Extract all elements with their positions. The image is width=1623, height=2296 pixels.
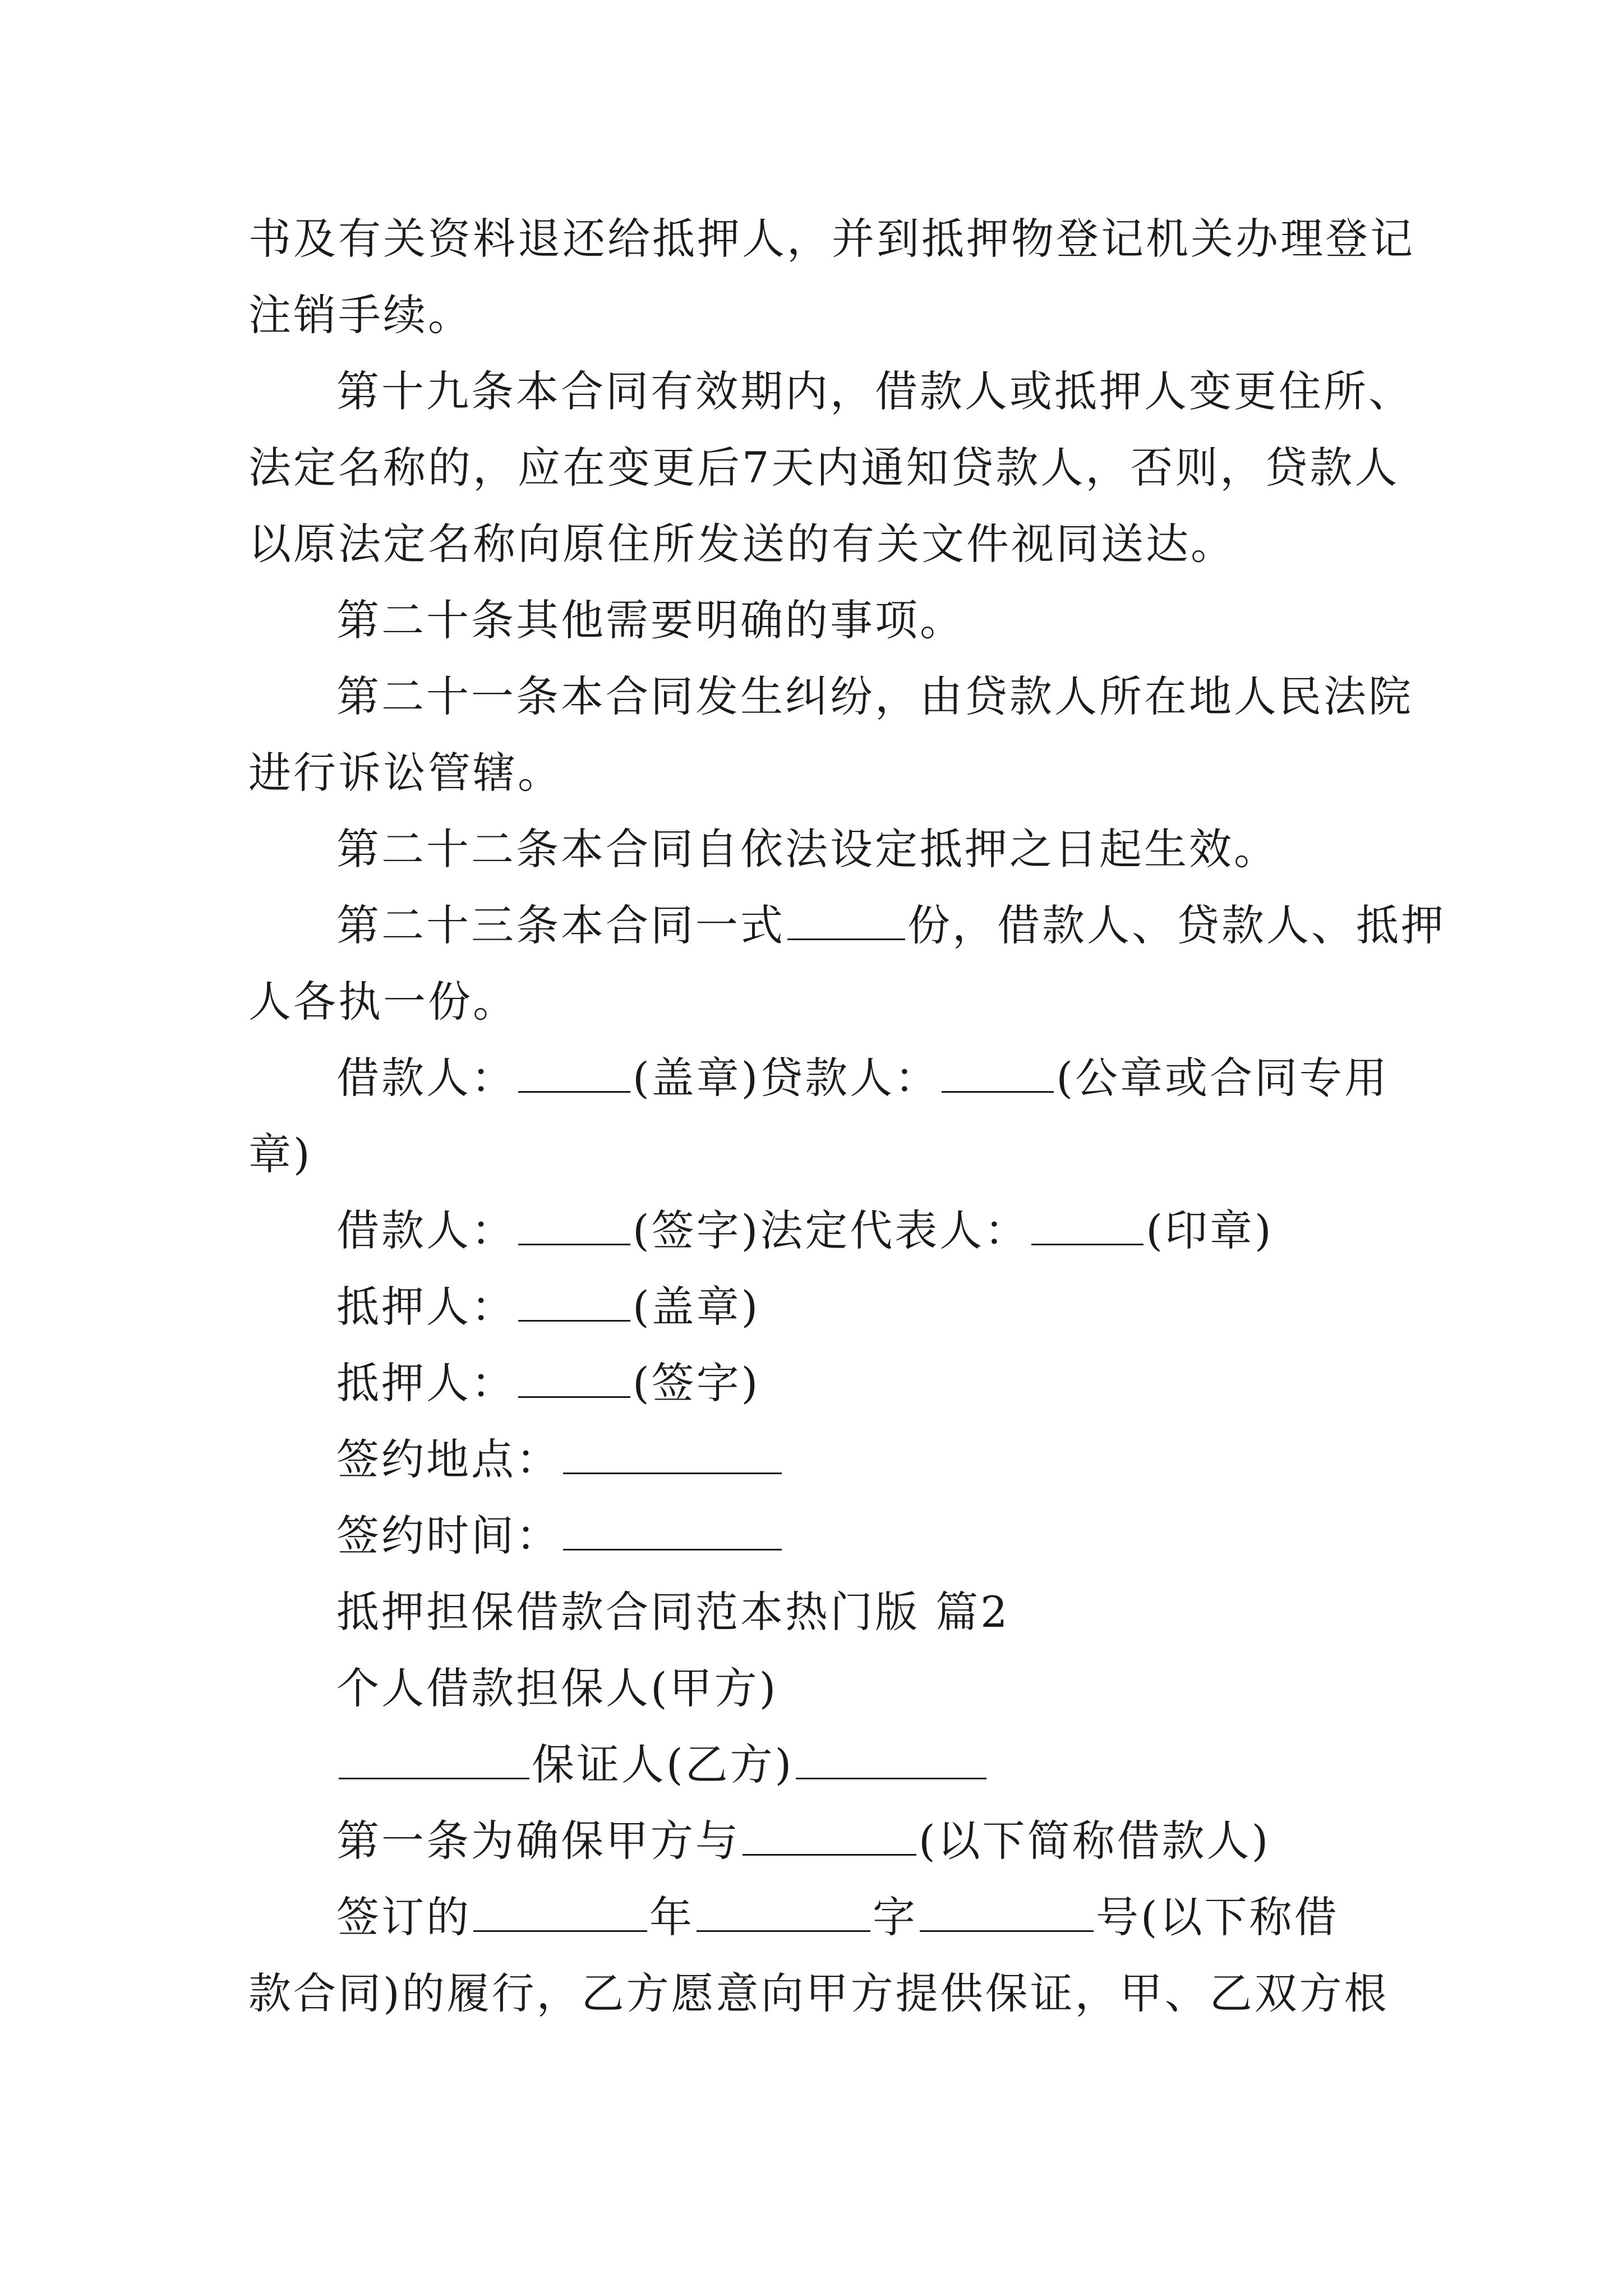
text-segment: (签字)法定代表人： xyxy=(633,1205,1030,1255)
paragraph-line: 款合同)的履行，乙方愿意向甲方提供保证，甲、乙双方根 xyxy=(248,1968,1389,2018)
fill-in-blank xyxy=(518,1357,630,1398)
text-segment: 份，借款人、贷款人、抵押 xyxy=(907,900,1446,950)
article-22-line: 第二十二条本合同自依法设定抵押之日起生效。 xyxy=(336,824,1279,874)
signing-time-line xyxy=(336,1508,784,1564)
signature-line-borrower-representative xyxy=(336,1203,1274,1259)
paragraph-line: 书及有关资料退还给抵押人，并到抵押物登记机关办理登记 xyxy=(248,214,1415,264)
text-segment: 第一条为确保甲方与 xyxy=(336,1816,740,1866)
guarantor-line xyxy=(336,1737,989,1793)
article-19-line: 第十九条本合同有效期内，借款人或抵押人变更住所、 xyxy=(336,366,1413,416)
text-segment: 保证人(乙方) xyxy=(532,1740,794,1789)
text-segment: 号(以下称借 xyxy=(1096,1892,1339,1942)
paragraph-line: 章) xyxy=(248,1129,312,1179)
text-segment: (盖章)贷款人： xyxy=(633,1053,940,1103)
fill-in-blank xyxy=(518,1052,630,1093)
fill-in-blank xyxy=(563,1510,782,1550)
text-segment: 签约地点： xyxy=(336,1434,561,1484)
text-segment: (公章或合同专用 xyxy=(1056,1053,1389,1103)
paragraph-line: 注销手续。 xyxy=(248,290,473,340)
fill-in-blank xyxy=(518,1204,630,1245)
signature-line-borrower-lender xyxy=(336,1050,1389,1106)
section-heading: 抵押担保借款合同范本热门版 篇2 xyxy=(336,1587,1010,1637)
paragraph-line: 人各执一份。 xyxy=(248,977,518,1027)
text-segment: 抵押人： xyxy=(336,1282,516,1332)
signing-place-line xyxy=(336,1432,784,1488)
paragraph-line: 法定名称的，应在变更后7天内通知贷款人，否则，贷款人 xyxy=(248,443,1400,493)
fill-in-blank xyxy=(518,1281,630,1322)
fill-in-blank xyxy=(473,1891,647,1932)
fill-in-blank xyxy=(787,899,905,940)
article-1-line xyxy=(336,1813,1270,1869)
text-segment: (印章) xyxy=(1146,1205,1274,1255)
text-segment: 年 xyxy=(649,1892,694,1942)
fill-in-blank xyxy=(1031,1204,1144,1245)
paragraph-line: 个人借款担保人(甲方) xyxy=(336,1663,778,1713)
fill-in-blank xyxy=(697,1891,870,1932)
fill-in-blank xyxy=(796,1738,986,1779)
paragraph-line: 进行诉讼管辖。 xyxy=(248,748,562,798)
fill-in-blank xyxy=(563,1433,782,1474)
text-segment: 字 xyxy=(873,1892,917,1942)
text-segment: (以下简称借款人) xyxy=(919,1816,1271,1866)
fill-in-blank xyxy=(339,1738,529,1779)
signature-line-mortgagor-seal xyxy=(336,1279,760,1335)
fill-in-blank xyxy=(743,1815,916,1856)
text-segment: 抵押人： xyxy=(336,1358,516,1408)
text-segment: (签字) xyxy=(633,1358,760,1408)
text-segment: (盖章) xyxy=(633,1282,760,1332)
text-segment: 借款人： xyxy=(336,1205,516,1255)
text-segment: 签约时间： xyxy=(336,1511,561,1561)
paragraph-line: 以原法定名称向原住所发送的有关文件视同送达。 xyxy=(248,519,1235,569)
article-20-line: 第二十条其他需要明确的事项。 xyxy=(336,595,965,645)
text-segment: 借款人： xyxy=(336,1053,516,1103)
text-segment: 第二十三条本合同一式 xyxy=(336,900,785,950)
fill-in-blank xyxy=(920,1891,1094,1932)
text-segment: 签订的 xyxy=(336,1892,471,1942)
contract-number-line xyxy=(336,1889,1339,1945)
signature-line-mortgagor-sign xyxy=(336,1355,760,1411)
fill-in-blank xyxy=(942,1052,1054,1093)
article-21-line: 第二十一条本合同发生纠纷，由贷款人所在地人民法院 xyxy=(336,671,1413,721)
article-23-line xyxy=(336,898,1446,954)
